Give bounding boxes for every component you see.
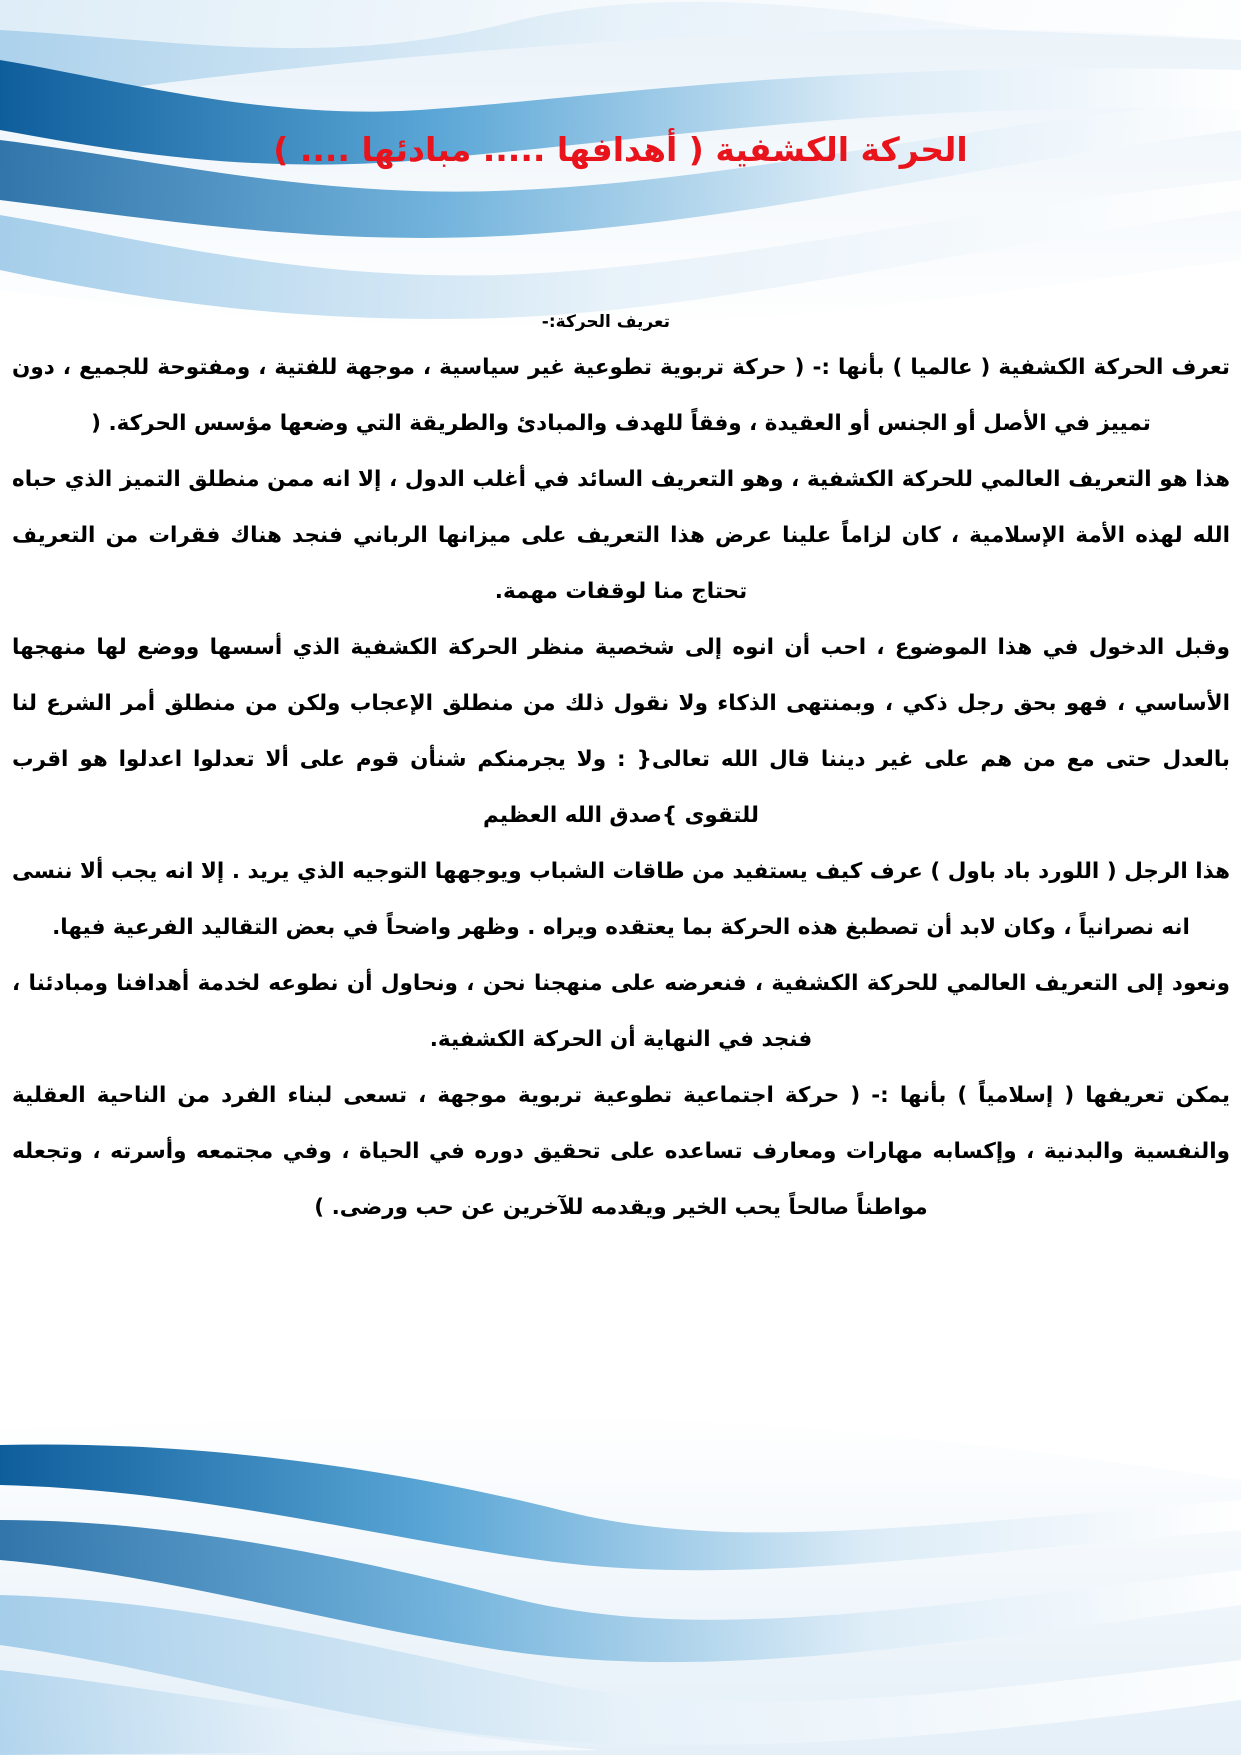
paragraph-baden-powell: هذا الرجل ( اللورد باد باول ) عرف كيف يستفيد من طاقات الشباب ويوجهها التوجيه الذي يريد . إلا انه يجب ألا ننسى انه نصرانياً ، وكان لابد أن تصطبغ هذه الحركة بما يعتقده ويراه . وظهر واضحاً في بعض التقاليد الفرعية فيها. [12, 859, 1230, 940]
bottom-wave-decoration [0, 1410, 1241, 1755]
section-heading: تعريف الحركة:- [541, 312, 670, 332]
paragraph-return-to-definition: ونعود إلى التعريف العالمي للحركة الكشفية ، فنعرضه على منهجنا نحن ، ونحاول أن نطوعه لخدمة أهدافنا ومبادئنا ، فنجد في النهاية أن الحركة الكشفية. [12, 971, 1230, 1052]
top-wave-decoration [0, 0, 1241, 340]
document-body [12, 312, 1230, 1236]
document-title: الحركة الكشفية ( أهدافها ..... مبادئها .... ) [273, 130, 968, 169]
paragraph-global-definition: تعرف الحركة الكشفية ( عالميا ) بأنها :- ( حركة تربوية تطوعية غير سياسية ، موجهة للفتية ، ومفتوحة للجميع ، دون تمييز في الأصل أو الجنس أو العقيدة ، وفقاً للهدف والمبادئ والطريقة التي وضعها مؤسس الحركة. ( [12, 355, 1230, 436]
paragraph-founder-intro: وقبل الدخول في هذا الموضوع ، احب أن انوه إلى شخصية منظر الحركة الكشفية الذي أسسها ووضع لها منهجها الأساسي ، فهو بحق رجل ذكي ، وبمنتهى الذكاء ولا نقول ذلك من منطلق الإعجاب ولكن من منطلق أمر الشرع لنا بالعدل حتى مع من هم على غير ديننا قال الله تعالى{ : ولا يجرمنكم شنأن قوم على ألا تعدلوا اعدلوا هو اقرب للتقوى }صدق الله العظيم [12, 635, 1230, 828]
paragraph-islamic-perspective: هذا هو التعريف العالمي للحركة الكشفية ، وهو التعريف السائد في أغلب الدول ، إلا انه ممن منطلق التميز الذي حباه الله لهذه الأمة الإسلامية ، كان لزاماً علينا عرض هذا التعريف على ميزانها الرباني فنجد هناك فقرات من التعريف تحتاج منا لوقفات مهمة. [12, 467, 1230, 604]
paragraph-islamic-definition: يمكن تعريفها ( إسلامياً ) بأنها :- ( حركة اجتماعية تطوعية تربوية موجهة ، تسعى لبناء الفرد من الناحية العقلية والنفسية والبدنية ، وإكسابه مهارات ومعارف تساعده على تحقيق دوره في الحياة ، وفي مجتمعه وأسرته ، وتجعله مواطناً صالحاً يحب الخير ويقدمه للآخرين عن حب ورضى. ) [12, 1083, 1230, 1220]
